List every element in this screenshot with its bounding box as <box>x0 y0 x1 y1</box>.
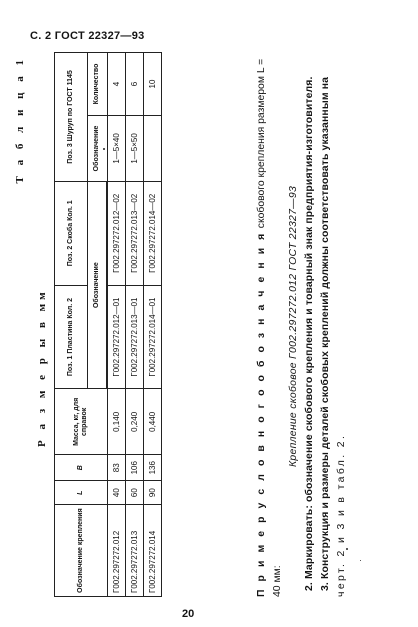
col-pos2: Поз. 2 Скоба Кол. 1 <box>55 181 88 285</box>
rotated-content <box>14 52 404 597</box>
dimensions-caption: Р а з м е р ы в мм <box>36 288 48 447</box>
col-designation: Обозначение крепления <box>55 505 108 597</box>
col-designation-sub: Обозначение <box>88 181 107 389</box>
cell-pos3 <box>144 115 162 181</box>
table-row <box>126 53 144 597</box>
cell-L: 90 <box>144 481 162 505</box>
cell-designation: Г002.297272.014 <box>144 505 162 597</box>
example-line <box>254 52 286 597</box>
cell-L: 40 <box>108 481 126 505</box>
cell-qty: 10 <box>144 53 162 116</box>
col-mass: Масса, кг, для справок <box>55 389 108 455</box>
cell-pos1: Г002.297272.014—01 <box>144 285 162 389</box>
cell-designation: Г002.297272.013 <box>126 505 144 597</box>
notes <box>254 52 350 597</box>
col-pos1: Поз. 1 Пластина Кол. 2 <box>55 285 88 389</box>
col-quantity: Количество <box>88 53 108 116</box>
note-item-2: 2. Маркировать: обозначение скобового крепления и товарный знак предприятия-изготовителя. <box>304 76 315 591</box>
cell-pos3: 1—5×40 <box>108 115 126 181</box>
table-caption: Т а б л и ц а 1 <box>14 56 26 184</box>
col-pos3: Поз. 3 Шуруп по ГОСТ 1145 <box>55 53 88 182</box>
cell-mass: 0,240 <box>126 389 144 455</box>
cell-B: 136 <box>144 455 162 481</box>
col-L: L <box>55 481 108 505</box>
example-heading: П р и м е р у с л о в н о г о о б о з н а ч е н и я <box>256 231 267 597</box>
cell-qty: 6 <box>126 53 144 116</box>
cell-B: 106 <box>126 455 144 481</box>
cell-pos1: Г002.297272.013—01 <box>126 285 144 389</box>
example-designation: Крепление скобовое Г002.297272.012 ГОСТ 22327—93 <box>288 185 299 467</box>
cell-designation: Г002.297272.012 <box>108 505 126 597</box>
spec-table <box>54 52 162 597</box>
example-text: скобового крепления размером L = 40 мм: <box>256 58 283 597</box>
page-number: 20 <box>182 608 195 620</box>
col-B: B <box>55 455 108 481</box>
cell-pos2: Г002.297272.013—02 <box>126 181 144 285</box>
cell-pos2: Г002.297272.014—02 <box>144 181 162 285</box>
cell-qty: 4 <box>108 53 126 116</box>
cell-L: 60 <box>126 481 144 505</box>
note-item-3: 3. Конструкция и размеры деталей скобовых креплений должны соответствовать указанным на <box>320 76 331 591</box>
cell-pos3: 1—5×50 <box>126 115 144 181</box>
cell-mass: 0,440 <box>144 389 162 455</box>
cell-pos2: Г002.297272.012—02 <box>108 181 126 285</box>
cell-pos1: Г002.297272.012—01 <box>108 285 126 389</box>
table-row <box>144 53 162 597</box>
col-pos3-designation: Обозначение <box>88 115 108 181</box>
page-header: С. 2 ГОСТ 22327—93 <box>30 30 145 42</box>
cell-B: 83 <box>108 455 126 481</box>
note-item-3-cont: черт. 2 и 3 и в табл. 2. <box>336 433 347 597</box>
cell-mass: 0,140 <box>108 389 126 455</box>
table-row <box>108 53 126 597</box>
